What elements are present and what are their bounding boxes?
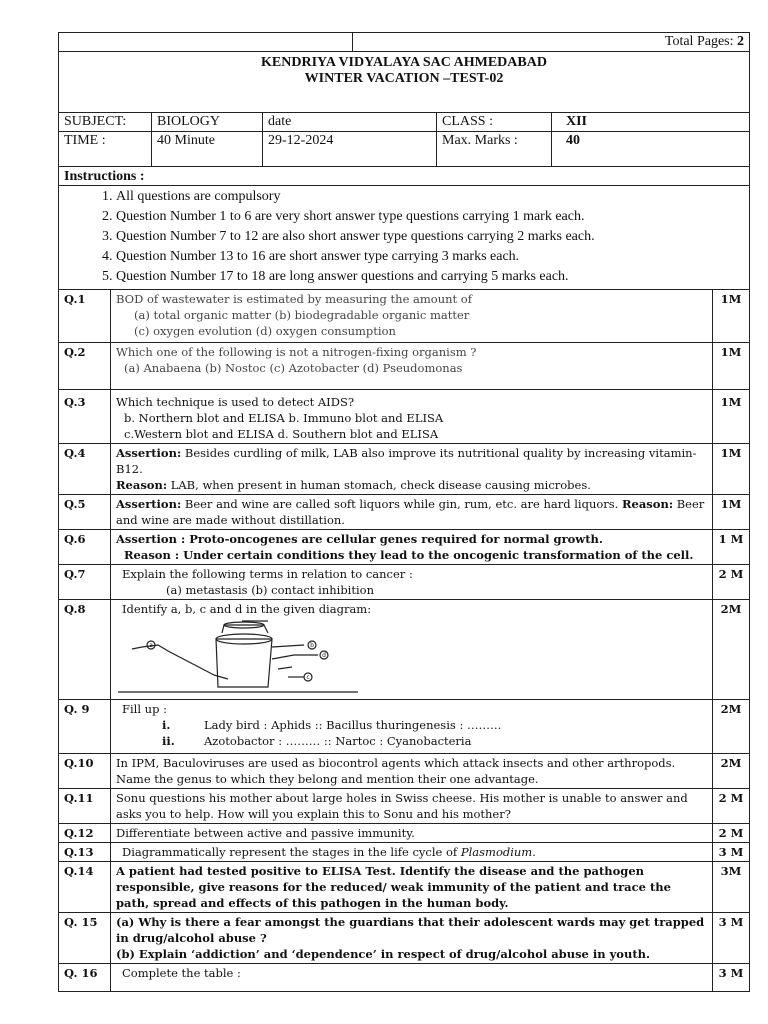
question-number: Q.4	[59, 444, 111, 495]
instructions-list	[64, 187, 744, 287]
question-row	[59, 495, 750, 530]
instruction-item: 2. Question Number 1 to 6 are very short answer type questions carrying 1 mark each.	[116, 207, 744, 227]
question-number: Q.13	[59, 843, 111, 862]
question-row	[59, 913, 750, 964]
class-value: XII	[552, 113, 750, 132]
subject-value: BIOLOGY	[152, 113, 263, 132]
diagram-label-a: a	[149, 642, 153, 649]
question-row	[59, 565, 750, 600]
question-text: Explain the following terms in relation to cancer : (a) metastasis (b) contact inhibition	[111, 565, 713, 600]
question-marks: 1M	[713, 290, 750, 343]
question-marks: 2M	[713, 700, 750, 754]
question-marks: 1M	[713, 390, 750, 444]
question-marks: 2M	[713, 600, 750, 700]
question-row	[59, 964, 750, 992]
question-number: Q. 15	[59, 913, 111, 964]
instructions-title: Instructions :	[59, 167, 750, 186]
question-row	[59, 290, 750, 343]
question-row	[59, 390, 750, 444]
question-marks: 3 M	[713, 964, 750, 992]
date-value: 29-12-2024	[263, 132, 437, 167]
question-text: (a) Why is there a fear amongst the guardians that their adolescent wards may get trapped in drug/alcohol abuse ? (b) Explain ‘addiction’ and ‘dependence’ in respect of drug/alcohol abuse in youth.	[111, 913, 713, 964]
question-marks: 2M	[713, 754, 750, 789]
question-marks: 1M	[713, 444, 750, 495]
question-row	[59, 789, 750, 824]
question-text: Assertion : Proto-oncogenes are cellular genes required for normal growth. Reason : Under certain conditions they lead to the oncogenic transformation of the cell.	[111, 530, 713, 565]
instruction-item: 4. Question Number 13 to 16 are short answer type carrying 3 marks each.	[116, 247, 744, 267]
question-text: Fill up : i. Lady bird : Aphids :: Bacillus thuringenesis : ……… ii. Azotobactor : ……… :: Nartoc : Cyanobacteria	[111, 700, 713, 754]
question-number: Q.2	[59, 343, 111, 390]
question-row	[59, 700, 750, 754]
question-row	[59, 862, 750, 913]
test-name: WINTER VACATION –TEST-02	[304, 71, 504, 86]
question-row	[59, 444, 750, 495]
question-text: Which technique is used to detect AIDS? b. Northern blot and ELISA b. Immuno blot and ELISA c.Western blot and ELISA d. Southern blot and ELISA	[111, 390, 713, 444]
question-number: Q.14	[59, 862, 111, 913]
fermentor-diagram	[118, 617, 358, 693]
questions-table	[58, 289, 750, 992]
time-value: 40 Minute	[152, 132, 263, 167]
instructions-table	[58, 166, 750, 290]
question-row	[59, 843, 750, 862]
question-marks: 3M	[713, 862, 750, 913]
title-block	[59, 52, 750, 113]
total-pages: Total Pages: 2	[353, 33, 750, 52]
max-marks-value: 40	[552, 132, 750, 167]
question-number: Q. 16	[59, 964, 111, 992]
question-text: A patient had tested positive to ELISA Test. Identify the disease and the pathogen responsible, give reasons for the reduced/ weak immunity of the patient and trace the path, spread and effects of this pathogen in the human body.	[111, 862, 713, 913]
question-marks: 1 M	[713, 530, 750, 565]
diagram-label-b: b	[310, 642, 314, 649]
question-marks: 3 M	[713, 843, 750, 862]
instruction-item: 3. Question Number 7 to 12 are also short answer type questions carrying 2 marks each.	[116, 227, 744, 247]
school-name: KENDRIYA VIDYALAYA SAC AHMEDABAD	[261, 55, 547, 70]
question-marks: 2 M	[713, 824, 750, 843]
question-marks: 2 M	[713, 565, 750, 600]
max-marks-label: Max. Marks :	[437, 132, 552, 167]
instructions-list-cell	[59, 186, 750, 290]
question-row	[59, 343, 750, 390]
meta-table	[58, 112, 750, 167]
question-number: Q.6	[59, 530, 111, 565]
question-number: Q.8	[59, 600, 111, 700]
question-text: Complete the table :	[111, 964, 713, 992]
question-text: Which one of the following is not a nitrogen-fixing organism ? (a) Anabaena (b) Nostoc (c) Azotobacter (d) Pseudomonas	[111, 343, 713, 390]
question-marks: 1M	[713, 343, 750, 390]
instruction-item: 5. Question Number 17 to 18 are long answer questions and carrying 5 marks each.	[116, 267, 744, 287]
diagram-label-c: c	[306, 674, 310, 681]
header-table	[58, 32, 750, 113]
question-row	[59, 754, 750, 789]
question-text: Differentiate between active and passive immunity.	[111, 824, 713, 843]
question-number: Q. 9	[59, 700, 111, 754]
question-number: Q.12	[59, 824, 111, 843]
question-text: Identify a, b, c and d in the given diagram: a b d c	[111, 600, 713, 700]
question-number: Q.3	[59, 390, 111, 444]
question-number: Q.1	[59, 290, 111, 343]
subject-label: SUBJECT:	[59, 113, 152, 132]
question-row	[59, 600, 750, 700]
question-marks: 1M	[713, 495, 750, 530]
question-number: Q.10	[59, 754, 111, 789]
question-row	[59, 530, 750, 565]
question-row	[59, 824, 750, 843]
date-label: date	[263, 113, 437, 132]
question-text: In IPM, Baculoviruses are used as biocontrol agents which attack insects and other arthropods. Name the genus to which they belong and mention their one advantage.	[111, 754, 713, 789]
question-marks: 3 M	[713, 913, 750, 964]
header-blank-cell	[59, 33, 353, 52]
question-number: Q.11	[59, 789, 111, 824]
question-number: Q.5	[59, 495, 111, 530]
class-label: CLASS :	[437, 113, 552, 132]
time-label: TIME :	[59, 132, 152, 167]
diagram-label-d: d	[322, 652, 326, 659]
question-marks: 2 M	[713, 789, 750, 824]
question-text: Assertion: Besides curdling of milk, LAB also improve its nutritional quality by increasing vitamin-B12. Reason: LAB, when present in human stomach, check disease causing microbes.	[111, 444, 713, 495]
question-text: Assertion: Beer and wine are called soft liquors while gin, rum, etc. are hard liquors. Reason: Beer and wine are made without distillation.	[111, 495, 713, 530]
exam-paper	[58, 32, 750, 992]
question-text: BOD of wastewater is estimated by measuring the amount of (a) total organic matter (b) biodegradable organic matter (c) oxygen evolution (d) oxygen consumption	[111, 290, 713, 343]
instruction-item: 1. All questions are compulsory	[116, 187, 744, 207]
question-text: Diagrammatically represent the stages in the life cycle of Plasmodium.	[111, 843, 713, 862]
question-text: Sonu questions his mother about large holes in Swiss cheese. His mother is unable to answer and asks you to help. How will you explain this to Sonu and his mother?	[111, 789, 713, 824]
question-number: Q.7	[59, 565, 111, 600]
